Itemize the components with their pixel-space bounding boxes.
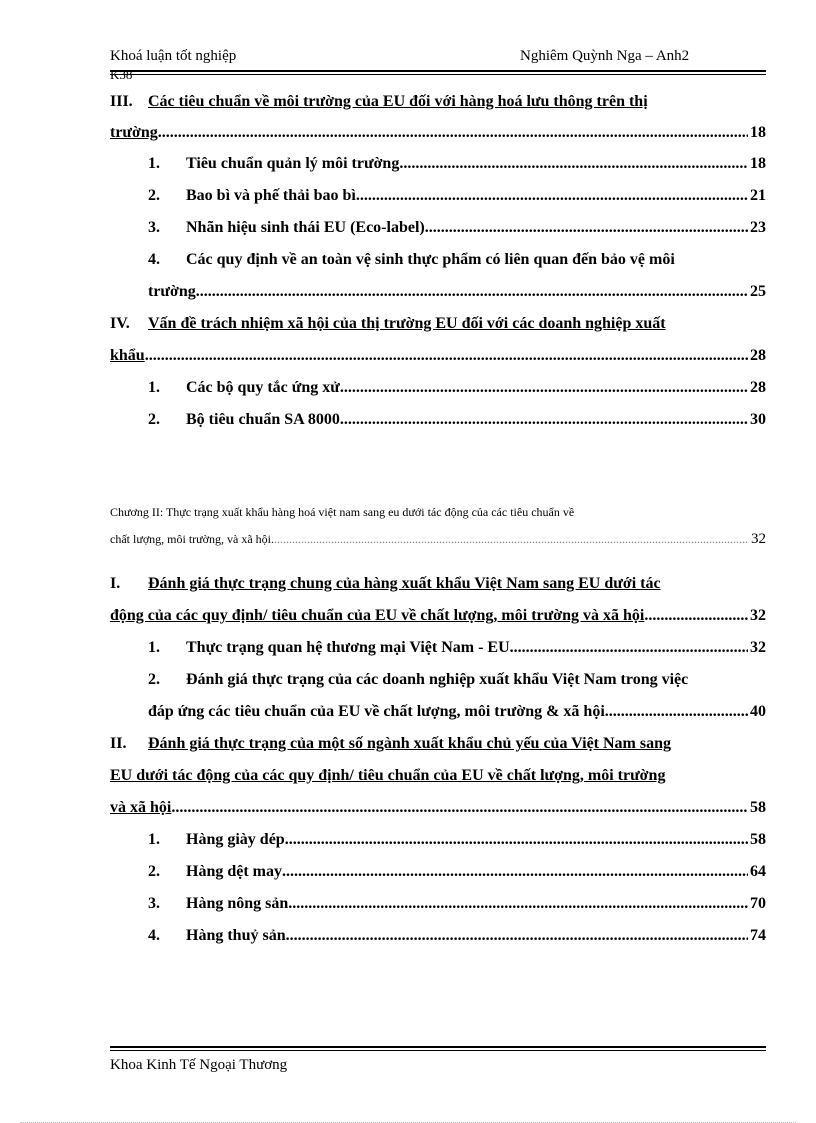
- toc-entry: 3. Nhãn hiệu sinh thái EU (Eco-label) ..... 23: [110, 212, 766, 244]
- toc-title: khẩu: [110, 347, 145, 364]
- toc-entry: 2. Bộ tiêu chuẩn SA 8000 ..... 30: [110, 404, 766, 436]
- chapter-heading-cont: [110, 525, 766, 553]
- toc-title: Nhãn hiệu sinh thái EU (Eco-label): [186, 219, 425, 236]
- toc-title: Bao bì và phế thải bao bì: [186, 187, 356, 204]
- toc-entry-i-cont: [110, 600, 766, 632]
- toc-entry-ii: II. Đánh giá thực trạng của một số ngành xuất khẩu chủ yếu của Việt Nam sang: [110, 728, 766, 760]
- footer-rule-thin: [110, 1050, 766, 1051]
- toc-page: 21: [750, 187, 766, 204]
- toc-page: 28: [750, 347, 766, 364]
- toc-entry: 2. Bao bì và phế thải bao bì ..... 21: [110, 180, 766, 212]
- chapter-title: Chương II: Thực trạng xuất khẩu hàng hoá việt nam sang eu dưới tác động của các tiêu chuẩn về: [110, 505, 575, 519]
- toc-entry: 3. Hàng nông sản ..... 70: [110, 888, 766, 920]
- toc-title: Bộ tiêu chuẩn SA 8000: [186, 411, 340, 428]
- toc-page: 25: [750, 283, 766, 300]
- toc-entry: 2. Đánh giá thực trạng của các doanh nghiệp xuất khẩu Việt Nam trong việc: [110, 664, 766, 696]
- toc-title: Các bộ quy tắc ứng xử: [186, 379, 340, 396]
- header-left: Khoá luận tốt nghiệp: [110, 48, 237, 64]
- toc-entry: 1. Thực trạng quan hệ thương mại Việt Nam - EU ..... 32: [110, 632, 766, 664]
- toc-entry: 4. Hàng thuỷ sản ..... 74: [110, 920, 766, 952]
- chapter-heading: [110, 498, 766, 526]
- header-rule-thin: [110, 74, 766, 75]
- toc-title: Các tiêu chuẩn về môi trường của EU đối với hàng hoá lưu thông trên thị: [148, 93, 648, 110]
- toc-title: Đánh giá thực trạng của các doanh nghiệp xuất khẩu Việt Nam trong việc: [186, 671, 689, 688]
- toc-title: Hàng dệt may: [186, 863, 282, 880]
- toc-page: 40: [750, 703, 766, 720]
- toc-entry: 2. Hàng dệt may ..... 64: [110, 856, 766, 888]
- toc-title: Các quy định về an toàn vệ sinh thực phẩm có liên quan đến bảo vệ môi: [186, 251, 675, 268]
- toc-entry-cont: [110, 276, 766, 308]
- toc-title: và xã hội: [110, 799, 172, 816]
- toc-entry: 1. Hàng giày dép ..... 58: [110, 824, 766, 856]
- toc-title: Đánh giá thực trạng của một số ngành xuất khẩu chủ yếu của Việt Nam sang: [148, 735, 672, 752]
- header-right-cont: K38: [110, 67, 133, 82]
- toc-title: Vấn đề trách nhiệm xã hội của thị trường EU đối với các doanh nghiệp xuất: [148, 315, 666, 332]
- toc-page: 64: [750, 863, 766, 880]
- toc-entry-ii-cont2: và xã hội. ..... 58: [110, 792, 766, 824]
- toc-number: III.: [110, 93, 133, 110]
- toc-entry-iii-cont: trường. ..... 18: [110, 117, 766, 149]
- toc-entry-i: I. Đánh giá thực trạng chung của hàng xuất khẩu Việt Nam sang EU dưới tác: [110, 568, 766, 600]
- header-rule: [110, 70, 766, 72]
- toc-page: 58: [750, 799, 766, 816]
- chapter-title: chất lượng, môi trường, và xã hội.: [110, 532, 275, 546]
- toc-entry: 1. Tiêu chuẩn quản lý môi trường ..... 18: [110, 148, 766, 180]
- toc-page: 32: [751, 531, 766, 547]
- toc-page: 18: [750, 124, 766, 141]
- toc-page: 30: [750, 411, 766, 428]
- toc-title: Đánh giá thực trạng chung của hàng xuất khẩu Việt Nam sang EU dưới tác: [148, 575, 661, 592]
- toc-title: trường: [148, 283, 196, 300]
- toc-entry-cont: [110, 696, 766, 728]
- footer-rule: [110, 1046, 766, 1048]
- toc-page: 32: [750, 607, 766, 624]
- toc-title: đáp ứng các tiêu chuẩn của EU về chất lượng, môi trường & xã hội: [148, 703, 605, 720]
- toc-entry-iv-cont: [110, 340, 766, 372]
- toc-page: 23: [750, 219, 766, 236]
- toc-page: 70: [750, 895, 766, 912]
- footer-text: Khoa Kinh Tế Ngoại Thương: [110, 1057, 288, 1073]
- toc-page: 18: [750, 155, 766, 172]
- toc-title: trường: [110, 124, 158, 141]
- toc-title: EU dưới tác động của các quy định/ tiêu chuẩn của EU về chất lượng, môi trường: [110, 767, 666, 784]
- toc-page: 28: [750, 379, 766, 396]
- toc-title: Hàng giày dép: [186, 831, 285, 848]
- toc-entry-iv: IV. Vấn đề trách nhiệm xã hội của thị trường EU đối với các doanh nghiệp xuất: [110, 308, 766, 340]
- toc-page: 58: [750, 831, 766, 848]
- toc-title: Hàng thuỷ sản: [186, 927, 286, 944]
- toc-entry-iii: [110, 86, 766, 118]
- toc-title: Thực trạng quan hệ thương mại Việt Nam - EU: [186, 639, 510, 656]
- toc-title: động của các quy định/ tiêu chuẩn của EU về chất lượng, môi trường và xã hội: [110, 607, 645, 624]
- toc-page: 32: [750, 639, 766, 656]
- toc-entry-ii-cont: [110, 760, 766, 792]
- toc-title: Hàng nông sản: [186, 895, 289, 912]
- toc-page: 74: [750, 927, 766, 944]
- header-right: Nghiêm Quỳnh Nga – Anh2: [520, 48, 690, 64]
- toc-entry: 4. Các quy định về an toàn vệ sinh thực phẩm có liên quan đến bảo vệ môi: [110, 244, 766, 276]
- toc-title: Tiêu chuẩn quản lý môi trường: [186, 155, 400, 172]
- toc-entry: 1. Các bộ quy tắc ứng xử ..... 28: [110, 372, 766, 404]
